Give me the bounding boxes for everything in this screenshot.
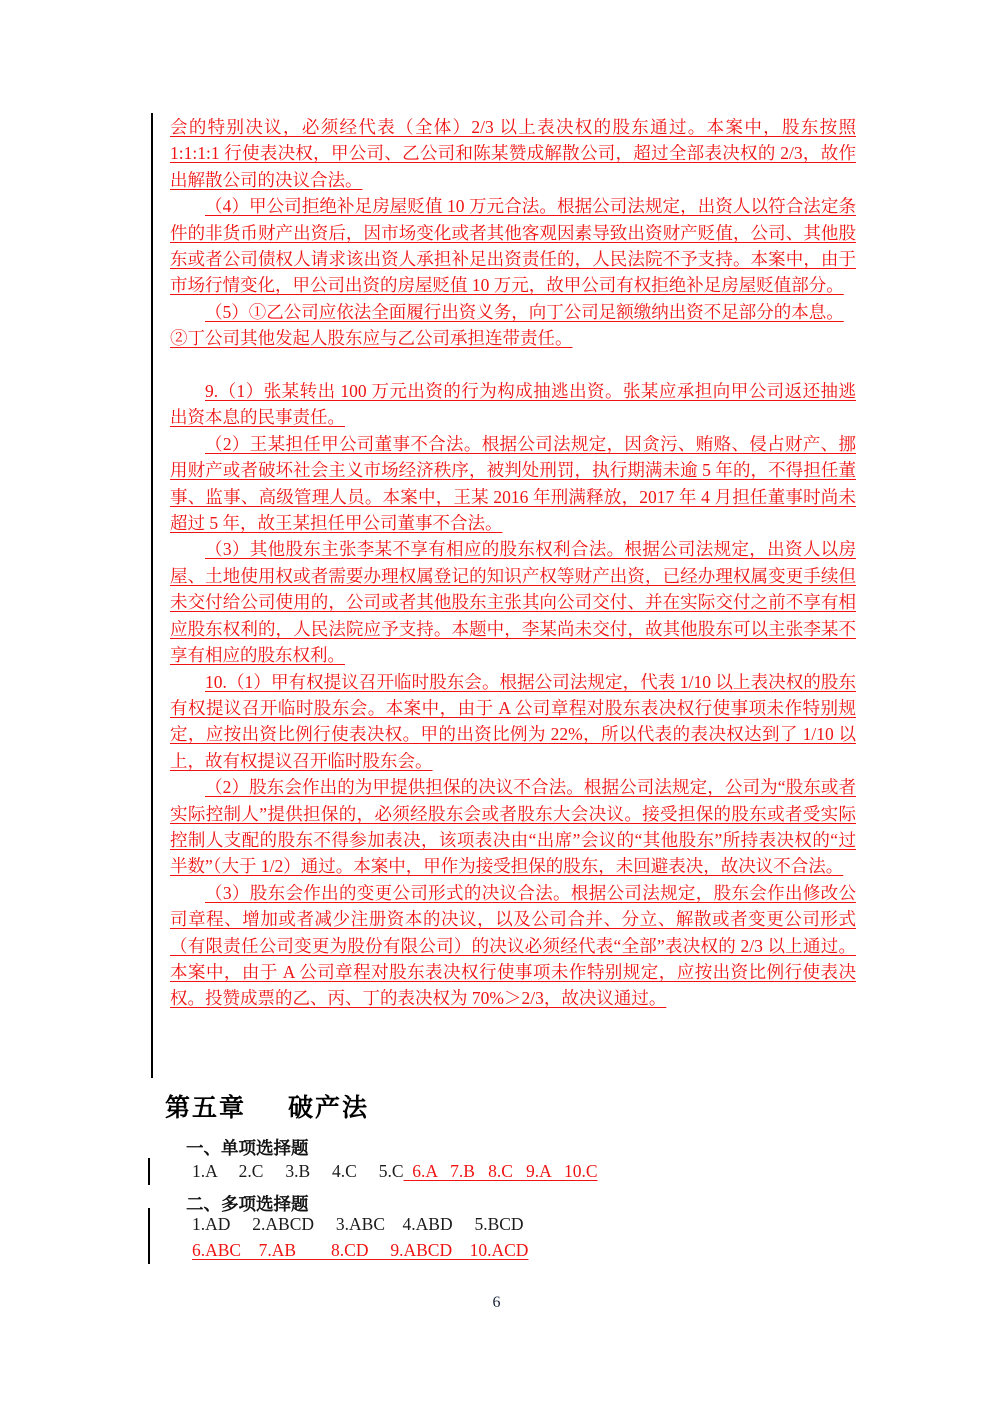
single-choice-answers-inserted: 6.A 7.B 8.C 9.A 10.C (403, 1161, 598, 1181)
answer-body (170, 114, 856, 1012)
single-choice-answers-original: 1.A 2.C 3.B 4.C 5.C (192, 1161, 404, 1181)
change-bar-single-answers (148, 1158, 150, 1185)
chapter-number: 第五章 (165, 1094, 247, 1122)
answer-paragraph: （3）其他股东主张李某不享有相应的股东权利合法。根据公司法规定，出资人以房屋、土地使用权或者需要办理权属登记的知识产权等财产出资，已经办理权属变更手续但未交付给公司使用的，公司或者其他股东主张其向公司交付、并在实际交付之前不享有相应股东权利的，人民法院应予支持。本题中，李某尚未交付，故其他股东可以主张李某不享有相应的股东权利。 (170, 539, 856, 666)
multi-choice-answers-inserted (192, 1240, 528, 1261)
answer-paragraph: 9.（1）张某转出 100 万元出资的行为构成抽逃出资。张某应承担向甲公司返还抽逃出资本息的民事责任。 (170, 381, 856, 428)
answer-paragraph: 会的特别决议，必须经代表（全体）2/3 以上表决权的股东通过。本案中，股东按照 1:1:1:1 行使表决权，甲公司、乙公司和陈某赞成解散公司，超过全部表决权的 2/3，故作出解散公司的决议合法。 (170, 117, 856, 190)
single-choice-answers (192, 1161, 598, 1182)
section-label-single-choice: 一、单项选择题 (186, 1138, 309, 1158)
answer-paragraph: （2）股东会作出的为甲提供担保的决议不合法。根据公司法规定，公司为“股东或者实际控制人”提供担保的，必须经股东会或者股东大会决议。接受担保的股东或者受实际控制人支配的股东不得参加表决，该项表决由“出席”会议的“其他股东”所持表决权的“过半数”（大于 1/2）通过。本案中，甲作为接受担保的股东，未回避表决，故决议不合法。 (170, 777, 856, 877)
multi-choice-answers-original (192, 1214, 524, 1235)
chapter-title: 破产法 (288, 1094, 370, 1122)
multi-choice-answers-row2: 6.ABC 7.AB 8.CD 9.ABCD 10.ACD (192, 1240, 529, 1260)
answer-paragraph: （4）甲公司拒绝补足房屋贬值 10 万元合法。根据公司法规定，出资人以符合法定条件的非货币财产出资后，因市场变化或者其他客观因素导致出资财产贬值，公司、其他股东或者公司债权人请求该出资人承担补足出资责任的，人民法院不予支持。本案中，由于市场行情变化，甲公司出资的房屋贬值 10 万元，故甲公司有权拒绝补足房屋贬值部分。 (170, 196, 856, 296)
answer-paragraph: ②丁公司其他发起人股东应与乙公司承担连带责任。 (170, 328, 573, 349)
change-bar-multi-answers (148, 1208, 150, 1264)
page-number: 6 (492, 1294, 501, 1311)
multi-choice-answers-row1: 1.AD 2.ABCD 3.ABC 4.ABD 5.BCD (192, 1214, 524, 1234)
answer-paragraph: 10.（1）甲有权提议召开临时股东会。根据公司法规定，代表 1/10 以上表决权的股东有权提议召开临时股东会。本案中，由于 A 公司章程对股东表决权行使事项未作特别规定，应按出资比例行使表决权。甲的出资比例为 22%，所以代表的表决权达到了 1/10 以上，故有权提议召开临时股东会。 (170, 671, 856, 771)
answer-paragraph: （2）王某担任甲公司董事不合法。根据公司法规定，因贪污、贿赂、侵占财产、挪用财产或者破坏社会主义市场经济秩序，被判处刑罚，执行期满未逾 5 年的，不得担任董事、监事、高级管理人员。本案中，王某 2016 年刑满释放，2017 年 4 月担任董事时尚未超过 5 年，故王某担任甲公司董事不合法。 (170, 433, 856, 534)
answer-paragraph: （3）股东会作出的变更公司形式的决议合法。根据公司法规定，股东会作出修改公司章程、增加或者减少注册资本的决议，以及公司合并、分立、解散或者变更公司形式（有限责任公司变更为股份有限公司）的决议必须经代表“全部”表决权的 2/3 以上通过。本案中，由于 A 公司章程对股东表决权行使事项未作特别规定，应按出资比例行使表决权。投赞成票的乙、丙、丁的表决权为 70%＞2/3，故决议通过。 (170, 882, 856, 1009)
answer-paragraph: （5）①乙公司应依法全面履行出资义务，向丁公司足额缴纳出资不足部分的本息。 (205, 301, 844, 322)
change-bar-body (151, 113, 153, 1078)
chapter-heading (165, 1088, 369, 1124)
section-label-multi-choice: 二、多项选择题 (186, 1194, 309, 1214)
